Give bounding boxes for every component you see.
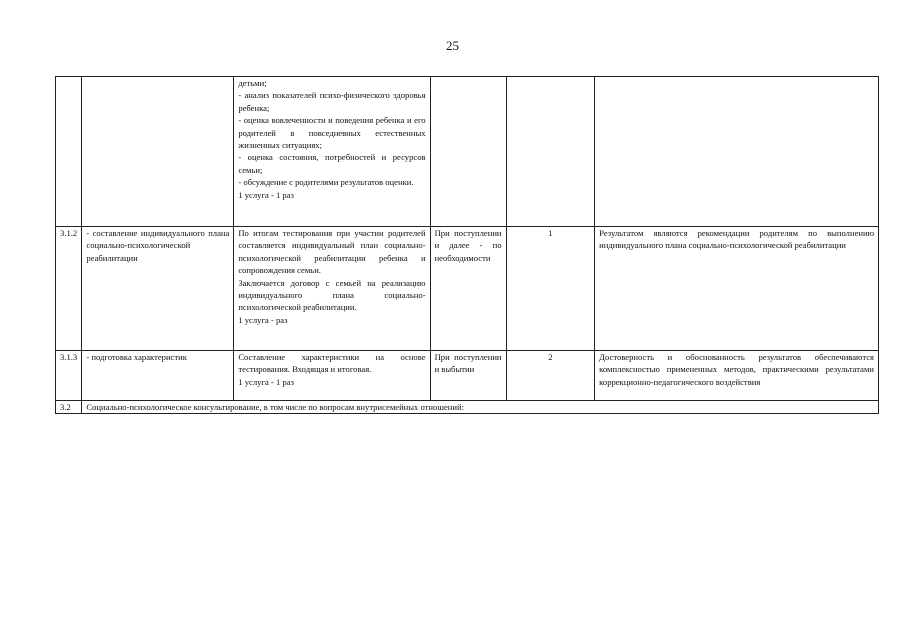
service-volume: 2	[506, 351, 595, 401]
row-number: 3.2	[56, 401, 82, 414]
service-frequency: При поступлении и выбытии	[430, 351, 506, 401]
table-row-3-1-2	[56, 227, 879, 351]
service-name: - составление индивидуального плана социально-психологической реабилитации	[82, 227, 234, 351]
table-row-continued	[56, 77, 879, 227]
table-row-3-2	[56, 401, 879, 414]
service-result: Достоверность и обоснованность результатов обеспечиваются комплексностью примененных методов, практическими результатами коррекционно-педагогического воздействия	[595, 351, 879, 401]
service-description: По итогам тестирования при участии родителей составляется индивидуальный план социально-психологической реабилитации ребенка и сопровождения семьи. Заключается договор с семьей на реализацию индивидуального плана социально-психологической реабилитации. 1 услуга - раз	[234, 227, 430, 351]
cell-frequency-empty	[430, 77, 506, 227]
section-title: Социально-психологическое консультирование, в том числе по вопросам внутрисемейных отношений:	[82, 401, 879, 414]
cell-result-empty	[595, 77, 879, 227]
cell-description: детьми; - анализ показателей психо-физического здоровья ребенка; - оценка вовлеченности и поведения ребенка и его родителей в повседневных естественных жизненных ситуациях; - оценка состояния, потребностей и ресурсов семьи; - обсуждение с родителями результатов оценки. 1 услуга - 1 раз	[234, 77, 430, 227]
cell-service-empty	[82, 77, 234, 227]
service-frequency: При поступлении и далее - по необходимости	[430, 227, 506, 351]
cell-number-empty	[56, 77, 82, 227]
service-result: Результатом являются рекомендации родителям по выполнению индивидуального плана социально-психологической реабилитации	[595, 227, 879, 351]
service-description: Составление характеристики на основе тестирования. Входящая и итоговая. 1 услуга - 1 раз	[234, 351, 430, 401]
services-table	[55, 76, 879, 414]
cell-volume-empty	[506, 77, 595, 227]
table-row-3-1-3	[56, 351, 879, 401]
service-name: - подготовка характеристик	[82, 351, 234, 401]
page-number: 25	[446, 38, 459, 53]
row-number: 3.1.3	[56, 351, 82, 401]
service-volume: 1	[506, 227, 595, 351]
row-number: 3.1.2	[56, 227, 82, 351]
